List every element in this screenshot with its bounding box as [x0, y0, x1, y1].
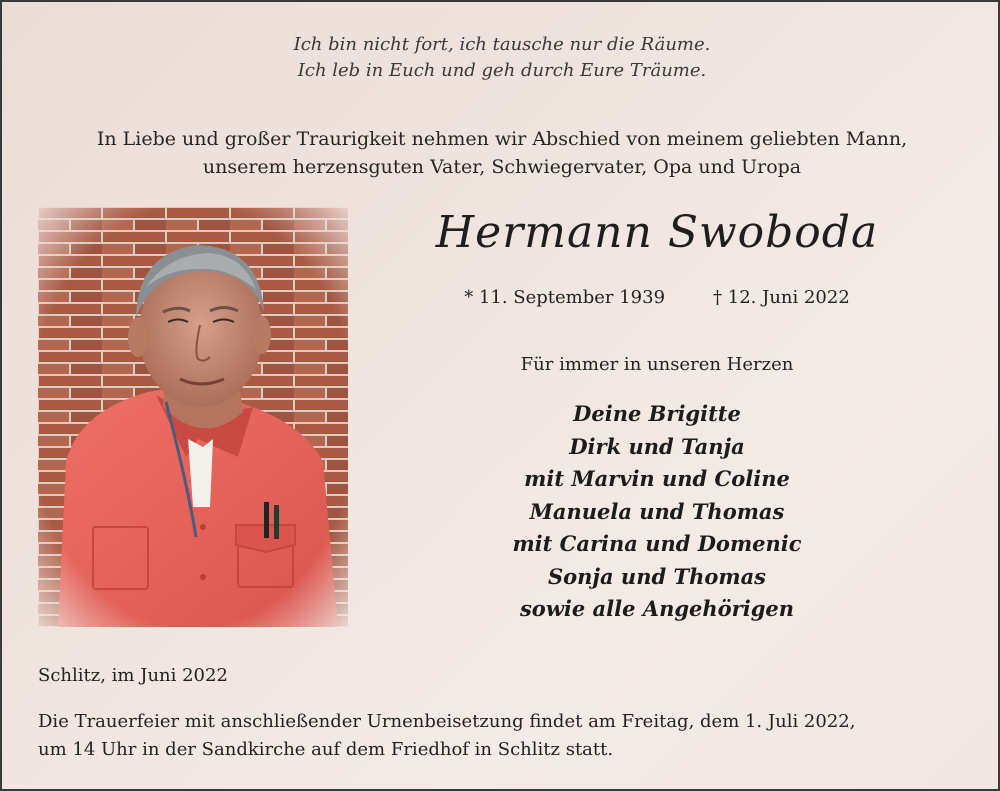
portrait-photo	[38, 207, 348, 627]
funeral-line-2: um 14 Uhr in der Sandkirche auf dem Friedhof in Schlitz statt.	[38, 739, 614, 760]
mourners-list	[382, 398, 932, 626]
mourner-item: mit Carina und Domenic	[512, 531, 802, 556]
death-date: † 12. Juni 2022	[713, 287, 850, 308]
intro-line-1: In Liebe und großer Traurigkeit nehmen wir Abschied von meinem geliebten Mann,	[96, 128, 908, 150]
mourner-item: mit Marvin und Coline	[524, 466, 790, 491]
motto-line-2: Ich leb in Euch und geh durch Eure Träume.	[297, 60, 707, 81]
deceased-name: Hermann Swoboda	[435, 207, 879, 258]
motto-line-1: Ich bin nicht fort, ich tausche nur die Räume.	[293, 34, 711, 55]
intro-text	[2, 125, 1000, 181]
mourner-item: sowie alle Angehörigen	[519, 596, 795, 621]
place-and-date: Schlitz, im Juni 2022	[38, 665, 228, 686]
motto-verse	[2, 32, 1000, 84]
life-dates	[382, 287, 932, 308]
portrait-illustration	[38, 207, 348, 627]
mourner-item: Deine Brigitte	[573, 401, 741, 426]
birth-date: * 11. September 1939	[464, 287, 666, 308]
tribute-line: Für immer in unseren Herzen	[520, 354, 794, 375]
mourner-item: Sonja und Thomas	[547, 563, 767, 589]
mourner-item: Manuela und Thomas	[529, 498, 785, 524]
funeral-info	[38, 708, 978, 764]
funeral-line-1: Die Trauerfeier mit anschließender Urnenbeisetzung findet am Freitag, dem 1. Juli 2022,	[38, 711, 856, 732]
intro-line-2: unserem herzensguten Vater, Schwiegervater, Opa und Uropa	[202, 156, 802, 178]
mourner-item: Dirk und Tanja	[569, 433, 745, 459]
